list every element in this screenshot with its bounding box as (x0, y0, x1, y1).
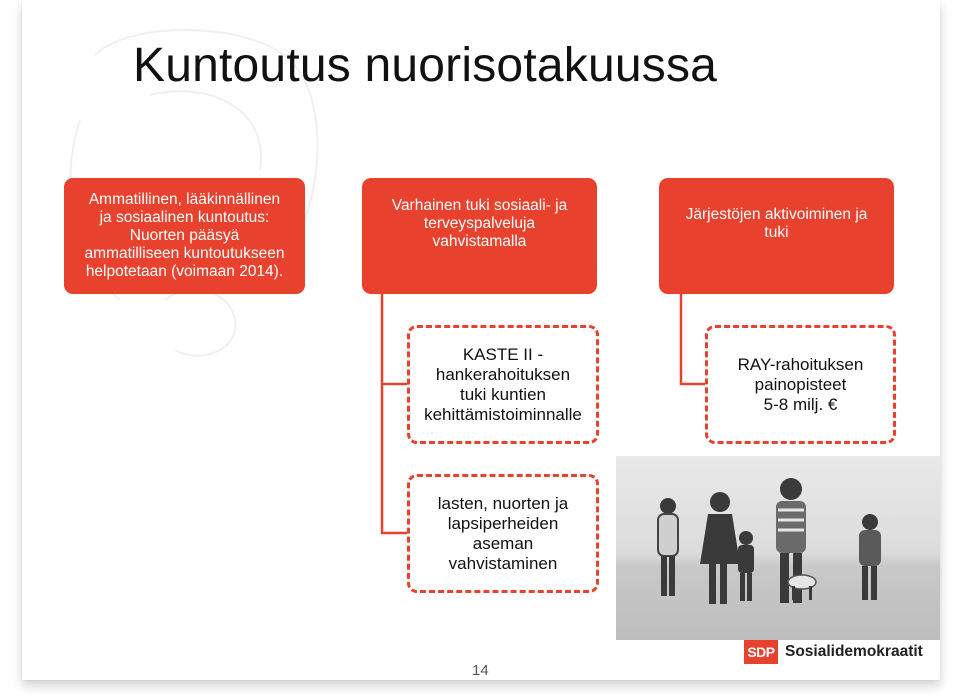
early-support-box: Varhainen tuki sosiaali- ja terveyspalveluja vahvistamalla (362, 178, 597, 294)
sdp-logo-badge: SDP (744, 640, 778, 664)
page-number: 14 (472, 662, 489, 679)
slide-title: Kuntoutus nuorisotakuussa (133, 39, 718, 92)
organizations-box: Järjestöjen aktivoiminen ja tuki (659, 178, 894, 294)
family-silhouettes (616, 456, 940, 640)
kaste-box: KASTE II - hankerahoituksen tuki kuntien kehittämistoiminnalle (407, 325, 599, 444)
rehabilitation-box: Ammatillinen, lääkinnällinen ja sosiaalinen kuntoutus: Nuorten pääsyä ammatilliseen kuntoutukseen helpotetaan (voimaan 2014). (64, 178, 305, 294)
party-name: Sosialidemokraatit (785, 643, 923, 660)
ray-funding-box: RAY-rahoituksen painopisteet 5-8 milj. € (705, 325, 896, 444)
children-families-box: lasten, nuorten ja lapsiperheiden aseman vahvistaminen (407, 474, 599, 593)
family-beach-photo (616, 456, 940, 640)
